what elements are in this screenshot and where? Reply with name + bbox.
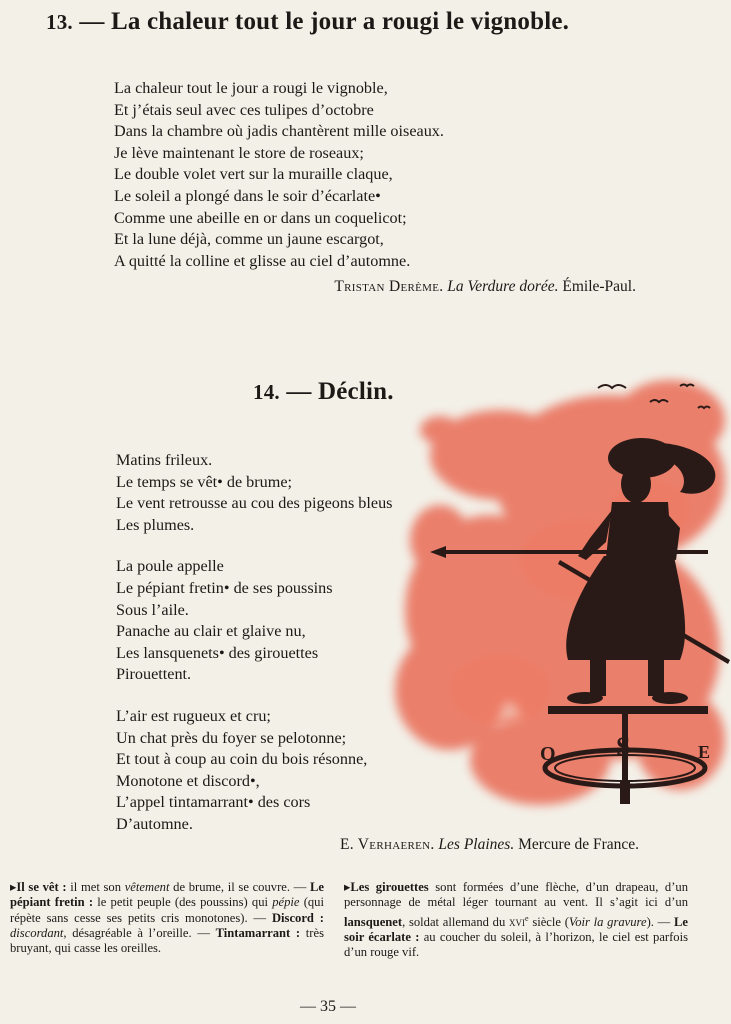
poem-line: Le soleil a plongé dans le soir d’écarlate• xyxy=(114,186,381,205)
author-name: Tristan Derème. xyxy=(334,278,444,295)
svg-text:S: S xyxy=(616,732,631,761)
footnote-right: ▸Les girouettes sont formées d’une flèche, d’un drapeau, d’un personnage de métal léger tournant au vent. Il s’agit ici d’un lansquenet, soldat allemand du xvi$^e$ siècle (Voir la gravure). — Le soir écarlate : au coucher du soleil, à l’horizon, le ciel est parfois d’un rouge vif. xyxy=(344,880,688,960)
poem-line: Le double volet vert sur la muraille claque, xyxy=(114,165,393,184)
title-dash: — xyxy=(79,8,105,35)
book-title: Les Plaines. xyxy=(438,836,515,853)
poem-line: Et tout à coup au coin du bois résonne, xyxy=(116,750,368,769)
poem-14-number: 14. xyxy=(253,380,280,404)
book-title: La Verdure dorée. xyxy=(447,278,559,295)
poem-line: Les plumes. xyxy=(116,515,195,534)
poem-13-attribution xyxy=(334,278,636,296)
poem-line: La poule appelle xyxy=(116,557,224,576)
poem-line: Matins frileux. xyxy=(116,451,213,469)
author-name: E. Verhaeren. xyxy=(339,836,435,853)
poem-14-title-text: Déclin. xyxy=(317,378,394,405)
poem-14-title xyxy=(253,378,394,406)
poem-line: La chaleur tout le jour a rougi le vignoble, xyxy=(114,79,388,97)
footnote-marker-icon: ▸ xyxy=(344,880,351,894)
svg-text:O: O xyxy=(540,743,556,765)
poem-14-text xyxy=(116,450,392,836)
poem-line: A quitté la colline et glisse au ciel d’automne. xyxy=(114,251,411,270)
svg-text:E: E xyxy=(698,742,711,762)
poem-line: D’automne. xyxy=(116,814,193,833)
poem-line: Et j’étais seul avec ces tulipes d’octobre xyxy=(114,100,374,119)
poem-13-number: 13. xyxy=(46,10,73,34)
poem-line: L’air est rugueux et cru; xyxy=(116,706,271,725)
poem-line: Panache au clair et glaive nu, xyxy=(116,622,306,641)
poem-line: Et la lune déjà, comme un jaune escargot, xyxy=(114,230,384,249)
poem-14-attribution xyxy=(340,836,639,854)
poem-line: Comme une abeille en or dans un coquelicot; xyxy=(114,208,407,227)
poem-line: Le vent retrousse au cou des pigeons bleus xyxy=(116,494,393,513)
poem-line: L’appel tintamarrant• des cors xyxy=(116,793,311,812)
poem-line: Le temps se vêt• de brume; xyxy=(116,472,293,491)
poem-line: Monotone et discord•, xyxy=(116,771,260,790)
page-number: — 35 — xyxy=(300,998,356,1015)
publisher-name: Mercure de France. xyxy=(518,836,639,853)
poem-line: Je lève maintenant le store de roseaux; xyxy=(114,143,364,162)
title-dash: — xyxy=(286,378,312,405)
poem-line: Sous l’aile. xyxy=(116,600,189,619)
weathervane-illustration xyxy=(380,360,731,820)
publisher-name: Émile-Paul. xyxy=(562,278,636,295)
poem-line: Un chat près du foyer se pelotonne; xyxy=(116,728,347,747)
poem-13-text xyxy=(114,78,444,272)
poem-line: Les lansquenets• des girouettes xyxy=(116,643,319,662)
footnote-marker-icon: ▸ xyxy=(10,880,17,894)
poem-line: Pirouettent. xyxy=(116,665,192,684)
footnote-left: ▸Il se vêt : il met son vêtement de brume, il se couvre. — Le pépiant fretin : le petit peuple (des poussins) qui pépie (qui répète sans cesse ses petits cris monotones). — Discord : discordant, désagréable à l’oreille. — Tintamarrant : très bruyant, qui casse les oreilles. xyxy=(10,880,324,956)
poem-13-title xyxy=(46,8,569,36)
poem-line: Le pépiant fretin• de ses poussins xyxy=(116,578,333,597)
poem-line: Dans la chambre où jadis chantèrent mille oiseaux. xyxy=(114,122,444,141)
poem-13-title-text: La chaleur tout le jour a rougi le vignoble. xyxy=(110,8,570,35)
